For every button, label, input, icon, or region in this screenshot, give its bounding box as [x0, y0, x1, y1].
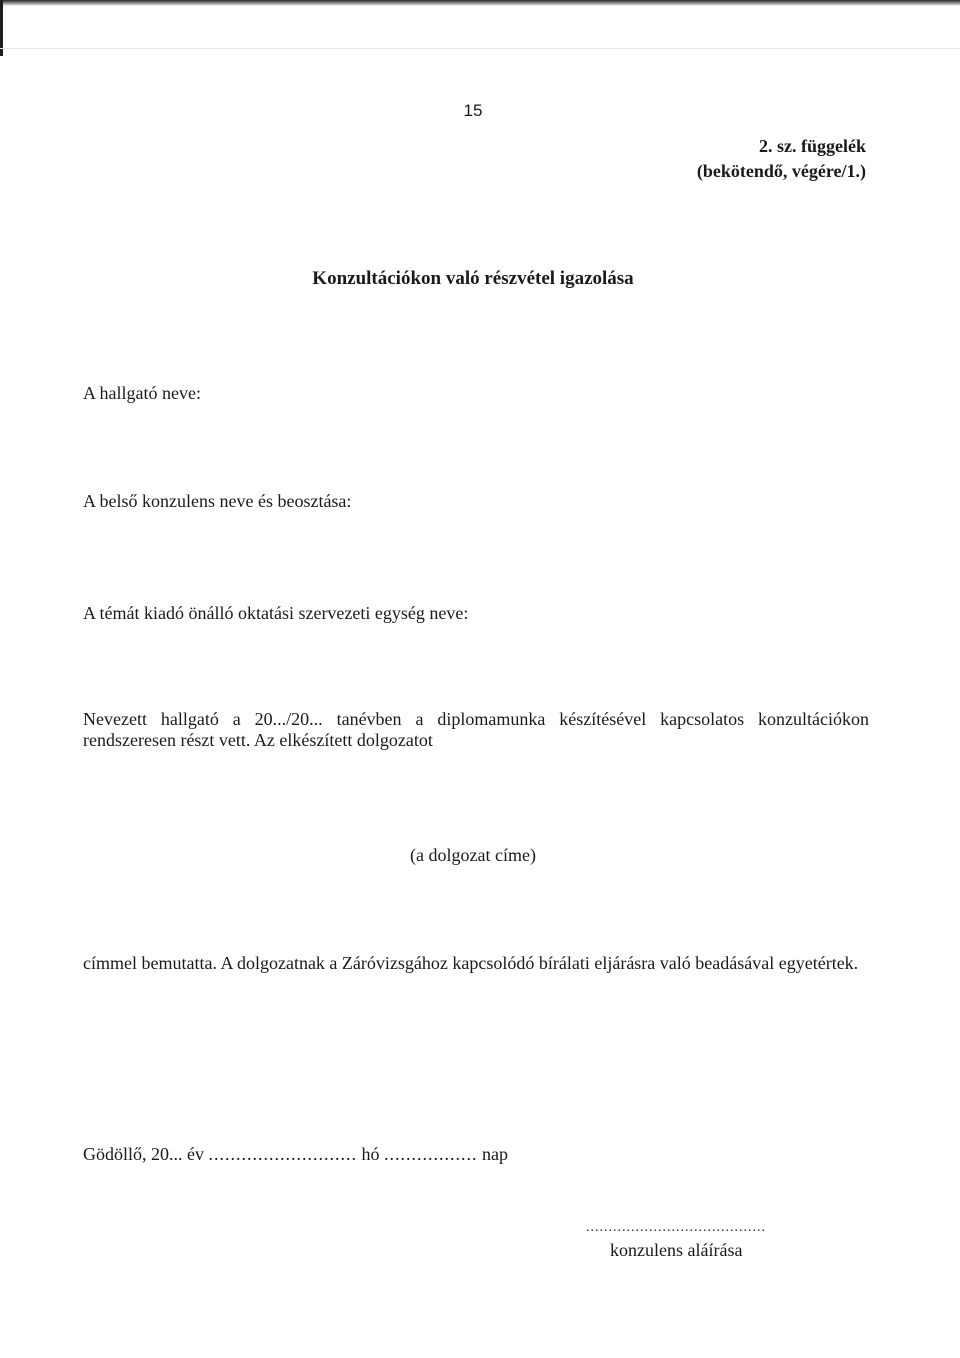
thesis-title-placeholder: (a dolgozat címe)	[410, 845, 536, 865]
appendix-label	[697, 134, 866, 184]
page-number: 15	[463, 101, 483, 120]
internal-supervisor-field: A belső konzulens neve és beosztása:	[83, 491, 352, 511]
month-blank: ...........................	[208, 1144, 357, 1164]
approval-paragraph: címmel bemutatta. A dolgozatnak a Záróvizsgához kapcsolódó bírálati eljárásra való beadásával egyetértek.	[83, 953, 859, 973]
student-name-field: A hallgató neve:	[83, 383, 201, 403]
month-label: hó	[361, 1144, 380, 1164]
appendix-line-1: 2. sz. függelék	[759, 136, 866, 156]
appendix-line-2: (bekötendő, végére/1.)	[696, 161, 866, 181]
scan-line	[0, 48, 960, 49]
issuing-unit-field: A témát kiadó önálló oktatási szervezeti egység neve:	[83, 603, 469, 623]
place-date-line	[83, 1144, 508, 1165]
form-title: Konzultációkon való részvétel igazolása	[312, 268, 634, 289]
day-label: nap	[482, 1144, 508, 1164]
attendance-paragraph: Nevezett hallgató a 20.../20... tanévben a diplomamunka készítésével kapcsolatos konzultációkon rendszeresen részt vett. Az elkészített dolgozatot	[83, 709, 869, 750]
signature-line: ........................................	[586, 1220, 766, 1235]
day-blank: .................	[384, 1144, 478, 1164]
scan-edge-top	[0, 0, 960, 6]
signature-label: konzulens aláírása	[610, 1240, 743, 1260]
place-date-prefix: Gödöllő, 20... év	[83, 1144, 204, 1164]
